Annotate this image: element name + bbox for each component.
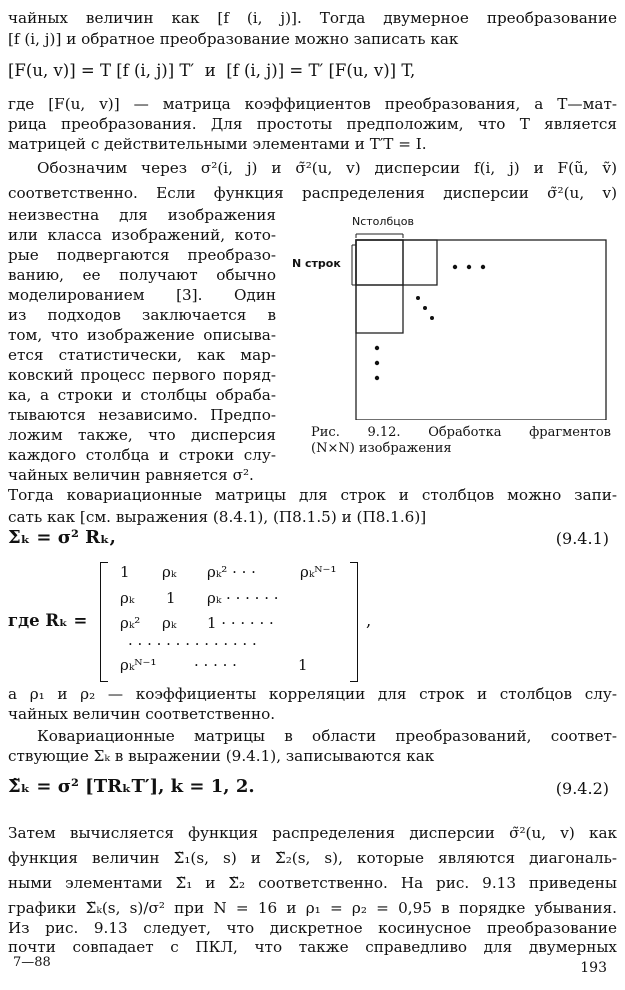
dot [375,376,379,380]
matrix-bracket-right [350,562,358,682]
figure-label-columns: Nстолбцов [352,215,414,228]
figure-caption-line: (N×N) изображения [311,441,452,456]
figure-label-rows: N строк [292,257,341,270]
equation-connector: и [204,61,216,80]
text-line: чайных величин как [f (i, j)]. Тогда двумерное преобразование [8,9,617,27]
text-line: где [F(u, v)] — матрица коэффициентов преобразования, а T—мат- [8,95,617,113]
signature-mark: 7—88 [13,955,51,970]
dot [481,265,485,269]
text-line: тываются независимо. Предпо- [8,406,276,424]
matrix-cell: 1 [298,656,308,674]
text-line: ными элементами Σ̃₁ и Σ̃₂ соответственно. На рис. 9.13 приведены [8,874,617,892]
text-line: ванию, ее получают обычно [8,266,276,284]
text-line: [f (i, j)] и обратное преобразование можно записать как [8,30,459,48]
matrix-cell: · · · · · · · · · · · · · · [128,635,257,653]
matrix-cell: ρₖ [162,614,177,632]
text-line: ствующие Σₖ в выражении (9.4.1), записываются как [8,747,435,765]
dot [467,265,471,269]
matrix-cell: · · · · · [194,656,237,674]
matrix-cell: ρₖᴺ⁻¹ [300,563,337,581]
block-horizontal [356,240,437,285]
text-line: том, что изображение описыва- [8,326,276,344]
figure-caption [311,425,611,457]
text-line: чайных величин равняется σ². [8,466,254,484]
matrix-row [120,656,346,678]
dot [416,296,420,300]
text-line: рые подвергаются преобразо- [8,246,276,264]
equation-left: [F(u, v)] = T [f (i, j)] T′ [8,61,195,80]
matrix-suffix: , [366,611,372,630]
text-line: Тогда ковариационные матрицы для строк и столбцов можно запи- [8,486,617,504]
text-line: ется статистически, как мар- [8,346,276,364]
equation-body: Σₖ = σ² Rₖ, [8,527,116,548]
matrix-cell: 1 · · · · · · [207,614,274,632]
matrix-prefix: где Rₖ = [8,611,88,630]
text-line: почти совпадает с ПКЛ, что также справедливо для двумерных [8,938,617,956]
dot [375,361,379,365]
matrix-r [100,562,358,682]
matrix-row [120,635,346,657]
text-line: чайных величин соответственно. [8,705,276,723]
dot [423,306,427,310]
text-line: ложим также, что дисперсия [8,426,276,444]
text-line: соответственно. Если функция распределения дисперсии σ̃²(u, v) [8,184,617,202]
equation-right: [f (i, j)] = T′ [F(u, v)] T, [226,61,416,80]
matrix-row [120,589,346,611]
text-line: а ρ₁ и ρ₂ — коэффициенты корреляции для строк и столбцов слу- [8,685,617,703]
matrix-cell: ρₖ · · · · · · [207,589,279,607]
text-line: ка, а строки и столбцы обраба- [8,386,276,404]
text-line: Ковариационные матрицы в области преобразований, соответ- [37,727,617,745]
text-line: каждого столбца и строки слу- [8,446,276,464]
text-line: Обозначим через σ²(i, j) и σ̃²(u, v) дисперсии f(i, j) и F(ũ, ṽ) [37,159,617,177]
text-line: матрицей с действительными элементами и T′T = I. [8,135,427,153]
text-line: сать как [см. выражения (8.4.1), (П8.1.5) и (П8.1.6)] [8,508,427,526]
equation-9-4-2 [8,776,255,797]
equation-number: (9.4.2) [555,779,609,798]
dot [430,316,434,320]
text-line: графики Σ̃ₖ(s, s)/σ² при N = 16 и ρ₁ = ρ₂ = 0,95 в порядке убывания. [8,899,617,917]
matrix-cell: ρₖ² · · · [207,563,256,581]
text-line: Из рис. 9.13 следует, что дискретное косинусное преобразование [8,919,617,937]
text-line: из подходов заключается в [8,306,276,324]
matrix-cell: ρₖᴺ⁻¹ [120,656,157,674]
equation-9-4-1 [8,527,116,548]
matrix-row [120,563,346,585]
matrix-cell: 1 [120,563,130,581]
equation-number: (9.4.1) [555,529,609,548]
dot [375,346,379,350]
dot [453,265,457,269]
text-line: или класса изображений, кото- [8,226,276,244]
transform-equation [8,61,415,80]
text-line: Затем вычисляется функция распределения дисперсии σ̃²(u, v) как [8,824,617,842]
equation-body: Σ̃ₖ = σ² [TRₖT′], k = 1, 2. [8,776,255,797]
page-number: 193 [580,960,607,976]
matrix-cell: ρₖ [162,563,177,581]
text-line: рица преобразования. Для простоты предположим, что T является [8,115,617,133]
text-line: функция величин Σ̃₁(s, s) и Σ̃₂(s, s), которые являются диагональ- [8,849,617,867]
matrix-cell: 1 [166,589,176,607]
figure-9-12 [290,215,616,420]
matrix-row [120,614,346,636]
matrix-cell: ρₖ [120,589,135,607]
text-line: ковский процесс первого поряд- [8,366,276,384]
block-grid-diagram [290,215,616,420]
block-1 [356,240,403,285]
block-vertical [356,240,403,333]
text-line: моделированием [3]. Один [8,286,276,304]
matrix-cell: ρₖ² [120,614,141,632]
text-line: неизвестна для изображения [8,206,276,224]
figure-caption-line: Рис. 9.12. Обработка фрагментов [311,425,611,440]
matrix-bracket-left [100,562,108,682]
